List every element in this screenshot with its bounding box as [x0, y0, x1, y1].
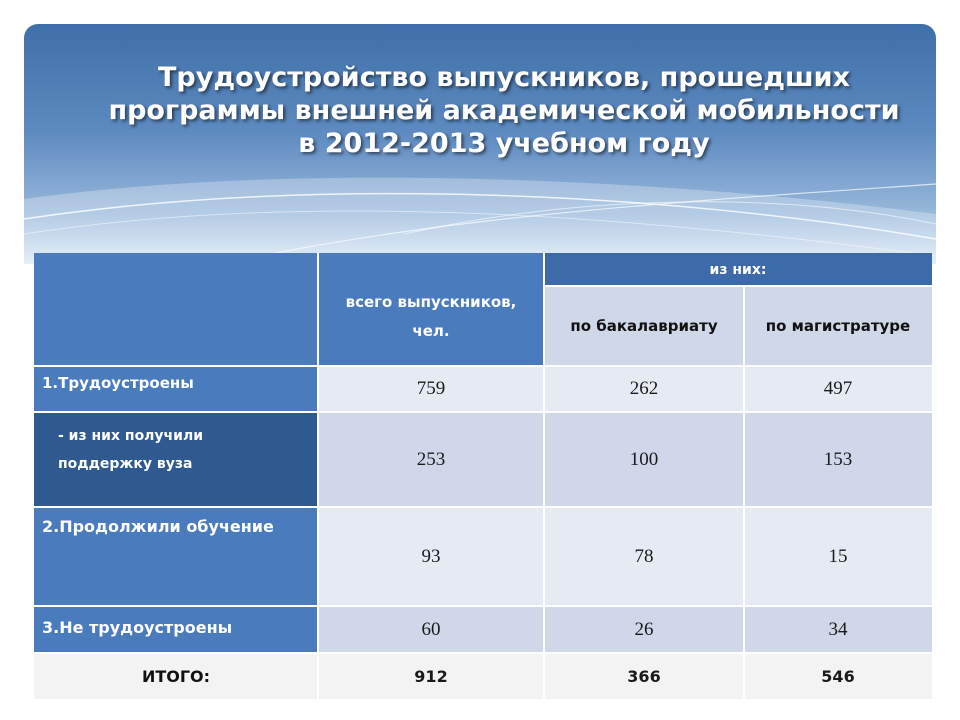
grid-line	[544, 285, 932, 287]
cell-total: 253	[318, 412, 544, 507]
header-master: по магистратуре	[744, 286, 932, 366]
row-label: 2.Продолжили обучение	[34, 507, 318, 606]
cell-bachelor: 78	[544, 507, 744, 606]
grid-line	[317, 253, 319, 699]
header-corner	[34, 253, 318, 366]
total-master: 546	[744, 653, 932, 699]
cell-master: 153	[744, 412, 932, 507]
cell-master: 15	[744, 507, 932, 606]
total-bachelor: 366	[544, 653, 744, 699]
cell-master: 497	[744, 366, 932, 412]
cell-total: 60	[318, 606, 544, 653]
page-title: Трудоустройство выпускников, прошедших программы внешней академической мобильности в 2012-2013 учебном году	[108, 62, 900, 159]
totals-label: ИТОГО:	[34, 653, 318, 699]
row-label: 1.Трудоустроены	[34, 366, 318, 412]
row-label: 3.Не трудоустроены	[34, 606, 318, 653]
grid-line	[34, 365, 932, 367]
cell-total: 759	[318, 366, 544, 412]
header-bachelor: по бакалавриату	[544, 286, 744, 366]
row-label: - из них получили поддержку вуза	[34, 412, 318, 507]
title-banner	[24, 24, 936, 264]
grid-line	[34, 411, 932, 413]
header-group: из них:	[544, 253, 932, 286]
cell-master: 34	[744, 606, 932, 653]
grid-line	[34, 506, 932, 508]
grid-line	[34, 652, 932, 654]
cell-bachelor: 100	[544, 412, 744, 507]
total-all: 912	[318, 653, 544, 699]
grid-line	[743, 286, 745, 699]
grid-line	[34, 605, 932, 607]
header-total: всего выпускников, чел.	[318, 253, 544, 366]
grid-line	[543, 253, 545, 699]
cell-total: 93	[318, 507, 544, 606]
cell-bachelor: 262	[544, 366, 744, 412]
cell-bachelor: 26	[544, 606, 744, 653]
